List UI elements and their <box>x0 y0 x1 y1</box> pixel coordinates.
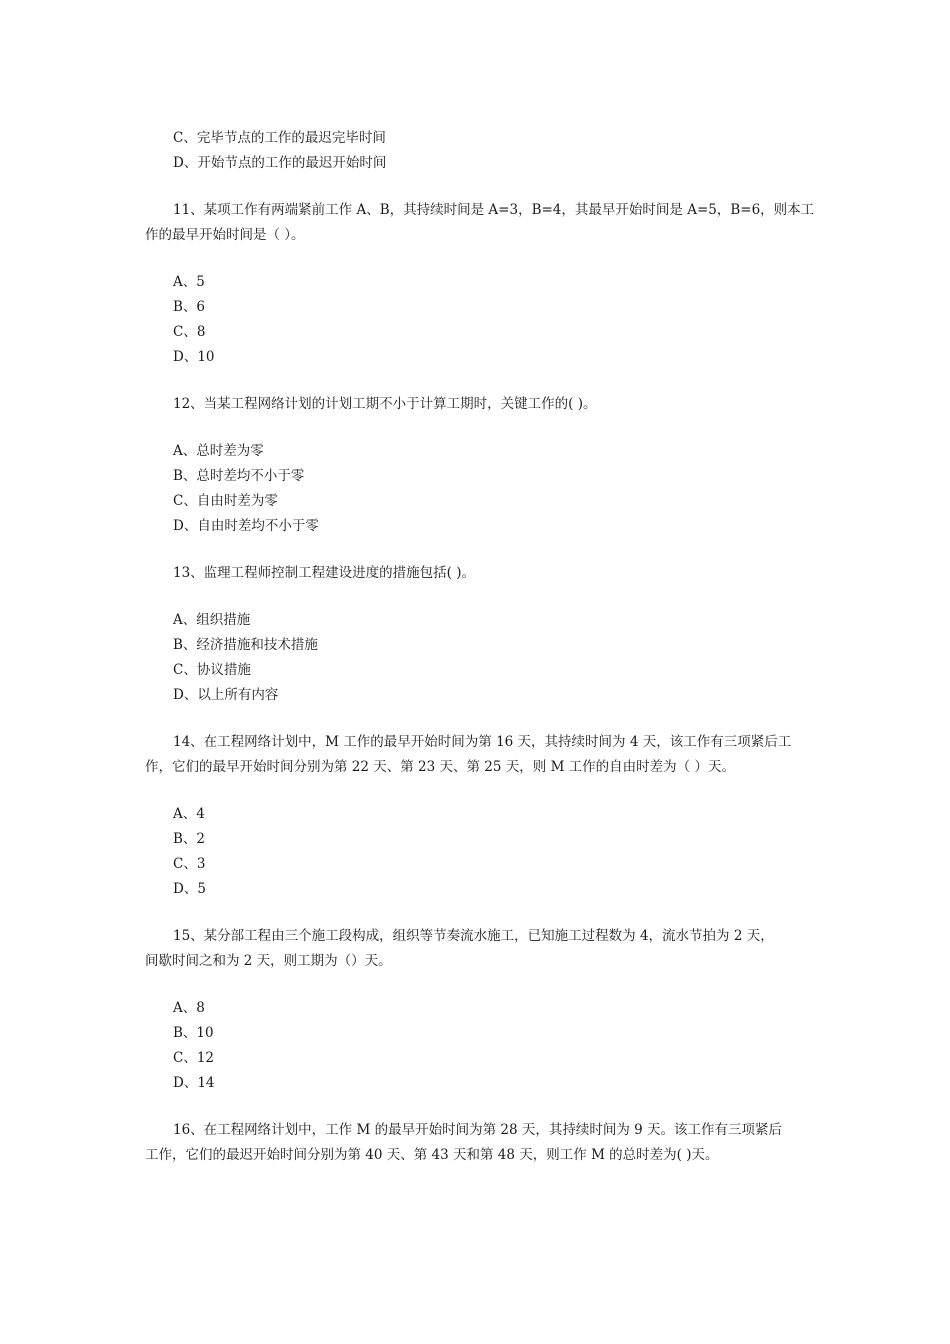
question-15-text: 15、某分部工程由三个施工段构成，组织等节奏流水施工，已知施工过程数为 4，流水节拍为 2 天， <box>173 928 774 944</box>
question-16-text: 16、在工程网络计划中，工作 M 的最早开始时间为第 28 天，其持续时间为 9 天。该工作有三项紧后 <box>173 1122 783 1138</box>
question-13-option-a: A、组织措施 <box>173 612 251 628</box>
option-d: D、开始节点的工作的最迟开始时间 <box>173 155 387 171</box>
question-14-text: 14、在工程网络计划中，M 工作的最早开始时间为第 16 天，其持续时间为 4 天，该工作有三项紧后工 <box>173 734 792 750</box>
question-15-option-b: B、10 <box>173 1025 214 1041</box>
question-13-text: 13、监理工程师控制工程建设进度的措施包括( )。 <box>173 565 476 581</box>
question-11-text-cont: 作的最早开始时间是（ ）。 <box>145 227 305 243</box>
question-11-option-b: B、6 <box>173 299 206 315</box>
question-14-option-b: B、2 <box>173 831 206 847</box>
question-12-option-a: A、总时差为零 <box>173 443 264 459</box>
question-11-option-c: C、8 <box>173 324 206 340</box>
question-14-option-a: A、4 <box>173 806 205 822</box>
question-14-option-d: D、5 <box>173 881 206 897</box>
question-14-text-cont: 作，它们的最早开始时间分别为第 22 天、第 23 天、第 25 天，则 M 工作的自由时差为（ ）天。 <box>145 759 735 775</box>
question-15-option-d: D、14 <box>173 1075 215 1091</box>
question-15-text-cont: 间歇时间之和为 2 天，则工期为（）天。 <box>145 953 392 969</box>
question-12-option-d: D、自由时差均不小于零 <box>173 518 319 534</box>
question-15-option-a: A、8 <box>173 1000 205 1016</box>
question-16-text-cont: 工作，它们的最迟开始时间分别为第 40 天、第 43 天和第 48 天，则工作 M 的总时差为( )天。 <box>145 1147 719 1163</box>
question-13-option-d: D、以上所有内容 <box>173 687 279 703</box>
question-12-option-b: B、总时差均不小于零 <box>173 468 305 484</box>
question-15-option-c: C、12 <box>173 1050 215 1066</box>
question-11-text: 11、某项工作有两端紧前工作 A、B，其持续时间是 A=3，B=4，其最早开始时间是 A=5，B=6，则本工 <box>173 202 815 218</box>
question-14-option-c: C、3 <box>173 856 206 872</box>
question-13-option-c: C、协议措施 <box>173 662 251 678</box>
option-c: C、完毕节点的工作的最迟完毕时间 <box>173 130 386 146</box>
question-12-option-c: C、自由时差为零 <box>173 493 278 509</box>
question-11-option-d: D、10 <box>173 349 215 365</box>
question-12-text: 12、当某工程网络计划的计划工期不小于计算工期时，关键工作的( )。 <box>173 396 597 412</box>
question-13-option-b: B、经济措施和技术措施 <box>173 637 318 653</box>
question-11-option-a: A、5 <box>173 274 205 290</box>
